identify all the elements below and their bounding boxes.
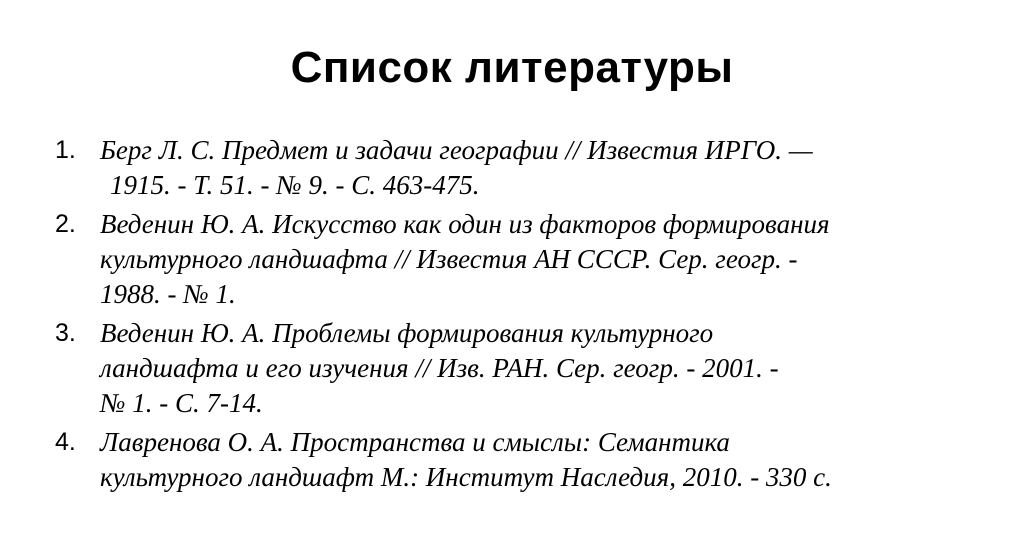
reference-number: 2. xyxy=(55,210,76,238)
reference-item-3 xyxy=(55,316,990,421)
reference-line: 1988. - № 1. xyxy=(100,279,236,309)
reference-line: культурного ландшафта // Известия АН СССР. Сер. геогр. - xyxy=(100,244,798,274)
reference-number: 4. xyxy=(55,428,76,456)
reference-item-4 xyxy=(55,425,990,495)
reference-number: 3. xyxy=(55,319,76,347)
reference-line: культурного ландшафт М.: Институт Наследия, 2010. - 330 с. xyxy=(100,462,832,492)
reference-line: № 1. - С. 7-14. xyxy=(100,388,263,418)
reference-item-2 xyxy=(55,207,990,312)
reference-list xyxy=(55,133,990,499)
reference-line: Веденин Ю. А. Искусство как один из факторов формирования xyxy=(100,209,830,239)
page-title: Список литературы xyxy=(290,43,734,92)
reference-number: 1. xyxy=(55,136,76,164)
reference-line: 1915. - Т. 51. - № 9. - С. 463-475. xyxy=(110,170,480,200)
reference-line: Веденин Ю. А. Проблемы формирования культурного xyxy=(100,318,714,348)
reference-line: Лавренова О. А. Пространства и смыслы: Семантика xyxy=(100,427,730,457)
reference-line: ландшафта и его изучения // Изв. РАН. Сер. геогр. - 2001. - xyxy=(100,353,779,383)
reference-item-1 xyxy=(55,133,990,203)
reference-line: Берг Л. С. Предмет и задачи географии // Известия ИРГО. — xyxy=(100,135,813,165)
